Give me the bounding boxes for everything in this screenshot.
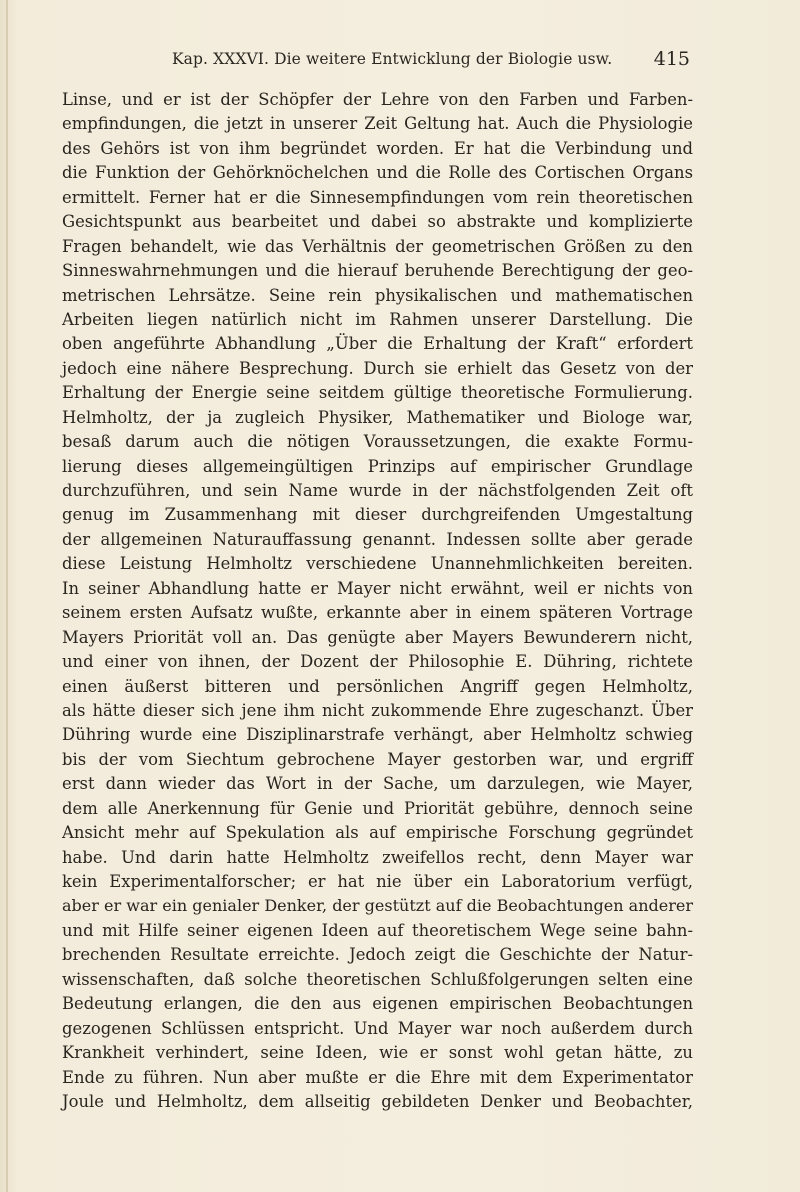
text-line: Bedeutung erlangen, die den aus eigenen empirischen Beobachtungen <box>62 994 693 1014</box>
text-line: habe. Und darin hatte Helmholtz zweifellos recht, denn Mayer war <box>62 847 693 867</box>
text-line: jedoch eine nähere Besprechung. Durch sie erhielt das Gesetz von der <box>62 358 693 378</box>
body-text <box>62 88 693 1114</box>
text-line: erst dann wieder das Wort in der Sache, um darzulegen, wie Mayer, <box>62 774 693 794</box>
text-line: wissenschaften, daß solche theoretischen Schlußfolgerungen selten eine <box>62 969 693 989</box>
text-line: die Funktion der Gehörknöchelchen und die Rolle des Cortischen Organs <box>62 163 693 183</box>
text-line: In seiner Abhandlung hatte er Mayer nicht erwähnt, weil er nichts von <box>62 578 693 598</box>
text-line: diese Leistung Helmholtz verschiedene Unannehmlichkeiten bereiten. <box>62 554 693 574</box>
text-line: kein Experimentalforscher; er hat nie über ein Laboratorium verfügt, <box>62 872 693 891</box>
page-spine-edge <box>6 0 8 1192</box>
page-header <box>62 46 690 74</box>
text-line: empfindungen, die jetzt in unserer Zeit Geltung hat. Auch die Physiologie <box>62 114 693 134</box>
text-line: Fragen behandelt, wie das Verhältnis der geometrischen Größen zu den <box>62 236 693 256</box>
text-line: lierung dieses allgemeingültigen Prinzips auf empirischer Grundlage <box>62 456 693 476</box>
text-line: Krankheit verhindert, seine Ideen, wie er sonst wohl getan hätte, zu <box>62 1043 693 1063</box>
text-line: Ende zu führen. Nun aber mußte er die Ehre mit dem Experimentator <box>62 1067 693 1087</box>
text-line: seinem ersten Aufsatz wußte, erkannte aber in einem späteren Vortrage <box>62 603 693 623</box>
text-line: einen äußerst bitteren und persönlichen Angriff gegen Helmholtz, <box>62 676 693 696</box>
text-line: metrischen Lehrsätze. Seine rein physikalischen und mathematischen <box>62 285 693 305</box>
text-line: genug im Zusammenhang mit dieser durchgreifenden Umgestaltung <box>62 505 693 525</box>
text-line: Joule und Helmholtz, dem allseitig gebildeten Denker und Beobachter, <box>62 1091 693 1111</box>
running-head: Kap. XXXVI. Die weitere Entwicklung der Biologie usw. <box>172 50 613 68</box>
text-line: und mit Hilfe seiner eigenen Ideen auf theoretischem Wege seine bahn- <box>62 920 693 940</box>
text-line: Dühring wurde eine Disziplinarstrafe verhängt, aber Helmholtz schwieg <box>62 725 693 745</box>
text-line: durchzuführen, und sein Name wurde in der nächstfolgenden Zeit oft <box>62 481 693 500</box>
text-line: und einer von ihnen, der Dozent der Philosophie E. Dühring, richtete <box>62 652 693 672</box>
text-line: des Gehörs ist von ihm begründet worden. Er hat die Verbindung und <box>62 138 693 158</box>
text-line: Ansicht mehr auf Spekulation als auf empirische Forschung gegründet <box>62 823 693 843</box>
text-line: Linse, und er ist der Schöpfer der Lehre von den Farben und Farben- <box>62 90 693 109</box>
page-number: 415 <box>653 48 690 70</box>
text-line: brechenden Resultate erreichte. Jedoch zeigt die Geschichte der Natur- <box>62 945 693 965</box>
text-line: Arbeiten liegen natürlich nicht im Rahmen unserer Darstellung. Die <box>62 309 693 329</box>
text-line: der allgemeinen Naturauffassung genannt. Indessen sollte aber gerade <box>62 529 693 549</box>
text-line: dem alle Anerkennung für Genie und Priorität gebühre, dennoch seine <box>62 798 693 818</box>
text-line: Mayers Priorität voll an. Das genügte aber Mayers Bewunderern nicht, <box>62 627 693 647</box>
text-line: Erhaltung der Energie seine seitdem gültige theoretische Formulierung. <box>62 383 693 403</box>
text-line: gezogenen Schlüssen entspricht. Und Mayer war noch außerdem durch <box>62 1018 693 1038</box>
text-line: oben angeführte Abhandlung „Über die Erhaltung der Kraft“ erfordert <box>62 334 693 354</box>
text-line: Gesichtspunkt aus bearbeitet und dabei so abstrakte und komplizierte <box>62 212 693 232</box>
text-line: besaß darum auch die nötigen Voraussetzungen, die exakte Formu- <box>62 432 693 452</box>
text-line: aber er war ein genialer Denker, der gestützt auf die Beobachtungen anderer <box>62 896 693 916</box>
text-line: Helmholtz, der ja zugleich Physiker, Mathematiker und Biologe war, <box>62 407 693 427</box>
text-line: als hätte dieser sich jene ihm nicht zukommende Ehre zugeschanzt. Über <box>62 700 693 720</box>
text-line: ermittelt. Ferner hat er die Sinnesempfindungen vom rein theoretischen <box>62 187 693 207</box>
text-line: Sinneswahrnehmungen und die hierauf beruhende Berechtigung der geo- <box>62 261 693 281</box>
text-line: bis der vom Siechtum gebrochene Mayer gestorben war, und ergriff <box>62 749 693 769</box>
